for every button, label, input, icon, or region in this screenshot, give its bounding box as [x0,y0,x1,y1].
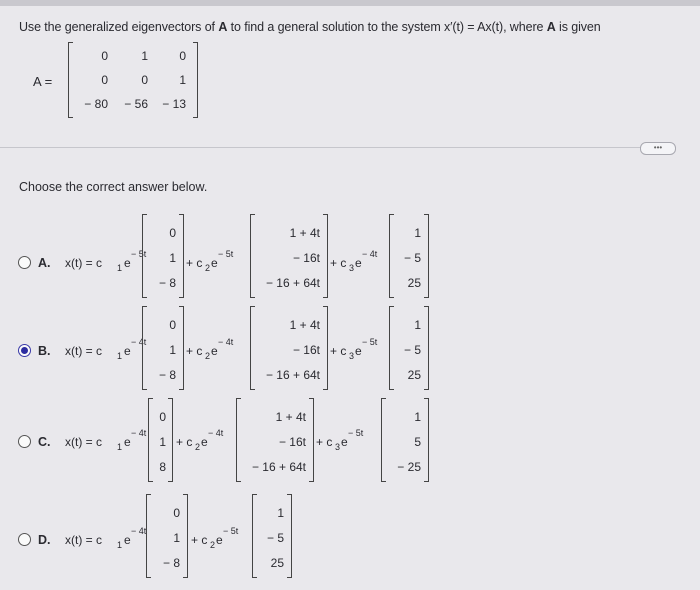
top-strip [0,0,700,6]
instruction-text: Choose the correct answer below. [19,180,208,194]
matrix-a-cell: 0 [101,73,108,87]
option-a-plus2: + c [186,256,203,270]
option-d-vec1-cell: − 8 [162,556,180,570]
option-b-vec1-cell: 0 [169,318,176,332]
matrix-a-left-bracket [68,42,73,118]
option-a-vec1-cell: − 8 [158,276,176,290]
matrix-a-cell: 0 [179,49,186,63]
option-c-vec3-cell: 1 [414,410,421,424]
option-d-vec2-cell: 1 [277,506,284,520]
option-c-vec1-right-bracket [168,398,173,482]
option-c-vec2-cell: − 16t [278,435,306,449]
option-c-sub3: 3 [335,442,341,452]
option-b-radio[interactable] [18,344,31,357]
option-b-vec2-cell: 1 + 4t [289,318,320,332]
option-c-plus2: + c [176,435,193,449]
option-d-vec2-right-bracket [287,494,292,578]
option-c-sub2: 2 [195,442,201,452]
option-a-e: e [124,256,131,270]
option-a-vec2-cell: − 16 + 64t [265,276,320,290]
option-b-vec1-right-bracket [179,306,184,390]
option-a-vec1-right-bracket [179,214,184,298]
option-a-vec2-cell: 1 + 4t [289,226,320,240]
matrix-a-right-bracket [193,42,198,118]
option-c-vec2-right-bracket [309,398,314,482]
option-b-exp1: − 4t [131,337,147,347]
option-c-exp3: − 5t [348,428,364,438]
option-b-vec3-cell: 1 [414,318,421,332]
option-d-vec2-cell: − 5 [266,531,284,545]
matrix-a-cell: − 80 [84,97,108,111]
option-c-e: e [124,435,131,449]
option-b-sub3: 3 [349,351,355,361]
option-c-lhs: x(t) = c [65,435,103,449]
option-a-exp1: − 5t [131,249,147,259]
option-c-vec3-right-bracket [424,398,429,482]
option-d-exp2: − 5t [223,526,239,536]
option-c-e2: e [201,435,208,449]
option-c-vec2-cell: 1 + 4t [275,410,306,424]
option-c-vec2-cell: − 16 + 64t [251,460,306,474]
option-a-vec3-cell: − 5 [403,251,421,265]
option-c-sub1: 1 [117,442,123,452]
option-c-e3: e [341,435,348,449]
option-a-letter: A. [38,256,51,270]
option-b-vec2-right-bracket [323,306,328,390]
option-a-vec3-cell: 1 [414,226,421,240]
option-b-exp3: − 5t [362,337,378,347]
option-b-vec3-cell: 25 [407,368,421,382]
option-d-exp1: − 4t [131,526,147,536]
option-b-vec2-cell: − 16 + 64t [265,368,320,382]
option-a-vec2-right-bracket [323,214,328,298]
option-b-vec1-cell: − 8 [158,368,176,382]
option-c-vec1-cell: 8 [159,460,166,474]
option-d-vec1-right-bracket [183,494,188,578]
option-c-vec1-cell: 1 [159,435,166,449]
option-a-plus3: + c [330,256,347,270]
option-b-vec3-right-bracket [424,306,429,390]
option-c-radio[interactable] [18,435,31,448]
option-a-lhs: x(t) = c [65,256,103,270]
option-b-exp2: − 4t [218,337,234,347]
option-b-lhs: x(t) = c [65,344,103,358]
matrix-a-cell: − 56 [124,97,148,111]
option-b-vec1-cell: 1 [169,343,176,357]
option-d-sub2: 2 [210,540,216,550]
option-c-vec1-cell: 0 [159,410,166,424]
option-a-radio[interactable] [18,256,31,269]
option-b-plus2: + c [186,344,203,358]
option-d-sub1: 1 [117,540,123,550]
question-text: Use the generalized eigenvectors of A to find a general solution to the system x′(t) = Ax(t), where A is given [19,20,601,34]
option-a-vec1-cell: 1 [169,251,176,265]
option-c-plus3: + c [316,435,333,449]
option-c-vec3-cell: − 25 [397,460,421,474]
option-d-letter: D. [38,533,51,547]
option-b-vec3-cell: − 5 [403,343,421,357]
matrix-a-label: A = [33,74,53,89]
option-d-e2: e [216,533,223,547]
option-b-letter: B. [38,344,51,358]
option-c-letter: C. [38,435,51,449]
option-a-e2: e [211,256,218,270]
option-d-radio[interactable] [18,533,31,546]
option-a-vec1-cell: 0 [169,226,176,240]
option-b-plus3: + c [330,344,347,358]
option-a-e3: e [355,256,362,270]
option-b-vec2-cell: − 16t [292,343,320,357]
option-b-sub1: 1 [117,351,123,361]
matrix-a-cell: 1 [179,73,186,87]
section-divider [0,147,672,148]
option-a-sub3: 3 [349,263,355,273]
matrix-a-cell: − 13 [162,97,186,111]
option-d-vec1-cell: 1 [173,531,180,545]
option-a-vec2-cell: − 16t [292,251,320,265]
option-d-e: e [124,533,131,547]
option-a-sub1: 1 [117,263,123,273]
option-d-vec2-cell: 25 [270,556,284,570]
option-b-e: e [124,344,131,358]
more-options-button[interactable]: ••• [640,142,676,155]
option-b-sub2: 2 [205,351,211,361]
option-a-sub2: 2 [205,263,211,273]
option-d-vec1-cell: 0 [173,506,180,520]
option-c-exp1: − 4t [131,428,147,438]
option-d-plus2: + c [191,533,208,547]
option-a-vec3-right-bracket [424,214,429,298]
matrix-a-cell: 0 [101,49,108,63]
option-a-exp2: − 5t [218,249,234,259]
option-b-e3: e [355,344,362,358]
option-a-vec3-cell: 25 [407,276,421,290]
matrix-a-cell: 0 [141,73,148,87]
option-c-exp2: − 4t [208,428,224,438]
option-b-e2: e [211,344,218,358]
option-a-exp3: − 4t [362,249,378,259]
option-c-vec3-cell: 5 [414,435,421,449]
option-d-lhs: x(t) = c [65,533,103,547]
matrix-a-cell: 1 [141,49,148,63]
